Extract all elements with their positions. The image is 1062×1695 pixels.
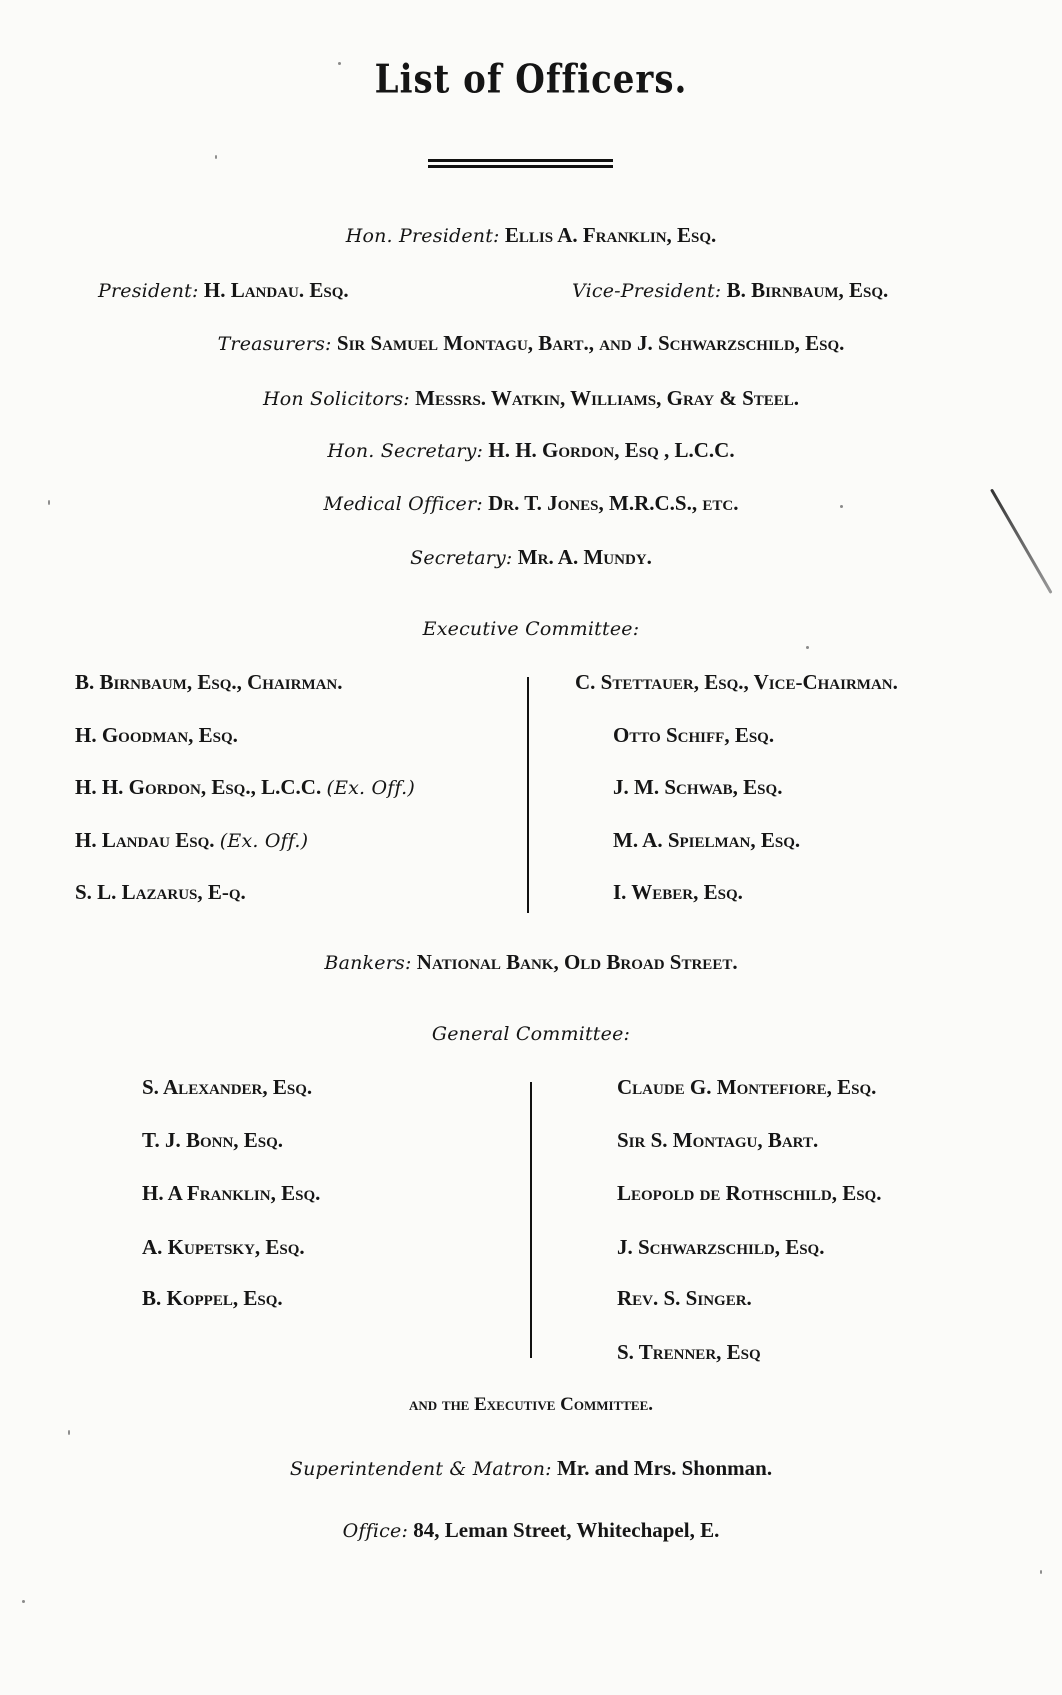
exec-member-note: (Ex. Off.) xyxy=(219,830,309,852)
paper-speck xyxy=(1040,1570,1042,1574)
exec-right-item: I. Weber, Esq. xyxy=(613,880,743,904)
superintendent-value: Mr. and Mrs. Shonman. xyxy=(556,1456,773,1480)
treasurers-value: Sir Samuel Montagu, Bart., and J. Schwarzschild, Esq. xyxy=(336,331,845,355)
exec-member-name: S. L. Lazarus, E-q. xyxy=(75,880,246,904)
hon-secretary-label: Hon. Secretary: xyxy=(327,440,484,462)
exec-left-item xyxy=(75,668,343,696)
exec-member-name: H. H. Gordon, Esq., L.C.C. xyxy=(75,775,322,799)
superintendent-label: Superintendent & Matron: xyxy=(289,1458,552,1480)
paper-speck xyxy=(840,505,843,508)
executive-committee-heading xyxy=(0,614,1062,643)
secretary-line xyxy=(0,543,1062,572)
exec-left-item xyxy=(75,878,246,906)
general-committee-footer: and the Executive Committee. xyxy=(408,1394,654,1415)
exec-left-item xyxy=(75,773,415,802)
bankers-line xyxy=(0,948,1062,977)
exec-member-name: H. Goodman, Esq. xyxy=(75,723,238,747)
vice-president-label: Vice-President: xyxy=(572,280,722,302)
general-right-item: Leopold de Rothschild, Esq. xyxy=(617,1181,882,1205)
medical-officer-value: Dr. T. Jones, M.R.C.S., etc. xyxy=(488,491,739,515)
general-left-item: B. Koppel, Esq. xyxy=(142,1286,283,1310)
vice-president-value: B. Birnbaum, Esq. xyxy=(726,278,889,302)
president-value: H. Landau. Esq. xyxy=(203,278,349,302)
treasurers-line xyxy=(0,329,1062,358)
exec-right-item: M. A. Spielman, Esq. xyxy=(613,828,801,852)
general-right-item: Rev. S. Singer. xyxy=(617,1286,752,1310)
paper-speck xyxy=(338,62,341,65)
general-right-item: Sir S. Montagu, Bart. xyxy=(617,1128,819,1152)
president-label: President: xyxy=(98,280,199,302)
general-committee-heading-text: General Committee: xyxy=(431,1023,631,1045)
title-rule-top xyxy=(428,159,613,162)
superintendent-line xyxy=(0,1454,1062,1483)
hon-secretary-line xyxy=(0,436,1062,465)
hon-secretary-value: H. H. Gordon, Esq , L.C.C. xyxy=(488,438,735,462)
hon-solicitors-line xyxy=(0,384,1062,413)
general-left-item: T. J. Bonn, Esq. xyxy=(142,1128,284,1152)
general-committee-heading xyxy=(0,1019,1062,1048)
bankers-label: Bankers: xyxy=(324,952,412,974)
executive-committee-heading-text: Executive Committee: xyxy=(422,618,640,640)
office-line xyxy=(0,1516,1062,1545)
hon-president-value: Ellis A. Franklin, Esq. xyxy=(504,223,717,247)
exec-member-name: H. Landau Esq. xyxy=(75,828,215,852)
vice-president-line xyxy=(572,276,888,305)
treasurers-label: Treasurers: xyxy=(217,333,332,355)
general-left-item: A. Kupetsky, Esq. xyxy=(142,1235,305,1259)
medical-officer-label: Medical Officer: xyxy=(323,493,483,515)
executive-column-divider xyxy=(527,677,529,913)
general-right-item: Claude G. Montefiore, Esq. xyxy=(617,1075,877,1099)
paper-speck xyxy=(22,1600,25,1603)
medical-officer-line xyxy=(0,489,1062,518)
exec-right-item: J. M. Schwab, Esq. xyxy=(613,775,783,799)
general-column-divider xyxy=(530,1082,532,1358)
bankers-value: National Bank, Old Broad Street. xyxy=(416,950,738,974)
hon-president-line xyxy=(0,221,1062,250)
exec-member-note: (Ex. Off.) xyxy=(326,777,415,799)
paper-speck xyxy=(48,500,50,505)
general-left-item: H. A Franklin, Esq. xyxy=(142,1181,321,1205)
paper-speck xyxy=(806,646,809,649)
paper-speck xyxy=(68,1430,70,1435)
president-line xyxy=(98,276,349,305)
general-right-item: S. Trenner, Esq xyxy=(617,1340,761,1364)
office-value: 84, Leman Street, Whitechapel, E. xyxy=(413,1518,720,1542)
exec-member-name: B. Birnbaum, Esq., Chairman. xyxy=(75,670,343,694)
general-right-item: J. Schwarzschild, Esq. xyxy=(617,1235,825,1259)
exec-left-item xyxy=(75,826,308,855)
exec-right-item: Otto Schiff, Esq. xyxy=(613,723,775,747)
exec-right-item: C. Stettauer, Esq., Vice-Chairman. xyxy=(575,670,898,694)
hon-president-label: Hon. President: xyxy=(345,225,500,247)
title-rule-bottom xyxy=(428,165,613,168)
secretary-value: Mr. A. Mundy. xyxy=(517,545,652,569)
hon-solicitors-value: Messrs. Watkin, Williams, Gray & Steel. xyxy=(415,386,800,410)
paper-speck xyxy=(215,155,217,159)
hon-solicitors-label: Hon Solicitors: xyxy=(262,388,410,410)
exec-left-item xyxy=(75,721,238,749)
page-title: List of Officers. xyxy=(374,57,688,103)
office-label: Office: xyxy=(342,1520,409,1542)
general-left-item: S. Alexander, Esq. xyxy=(142,1075,313,1099)
secretary-label: Secretary: xyxy=(410,547,513,569)
